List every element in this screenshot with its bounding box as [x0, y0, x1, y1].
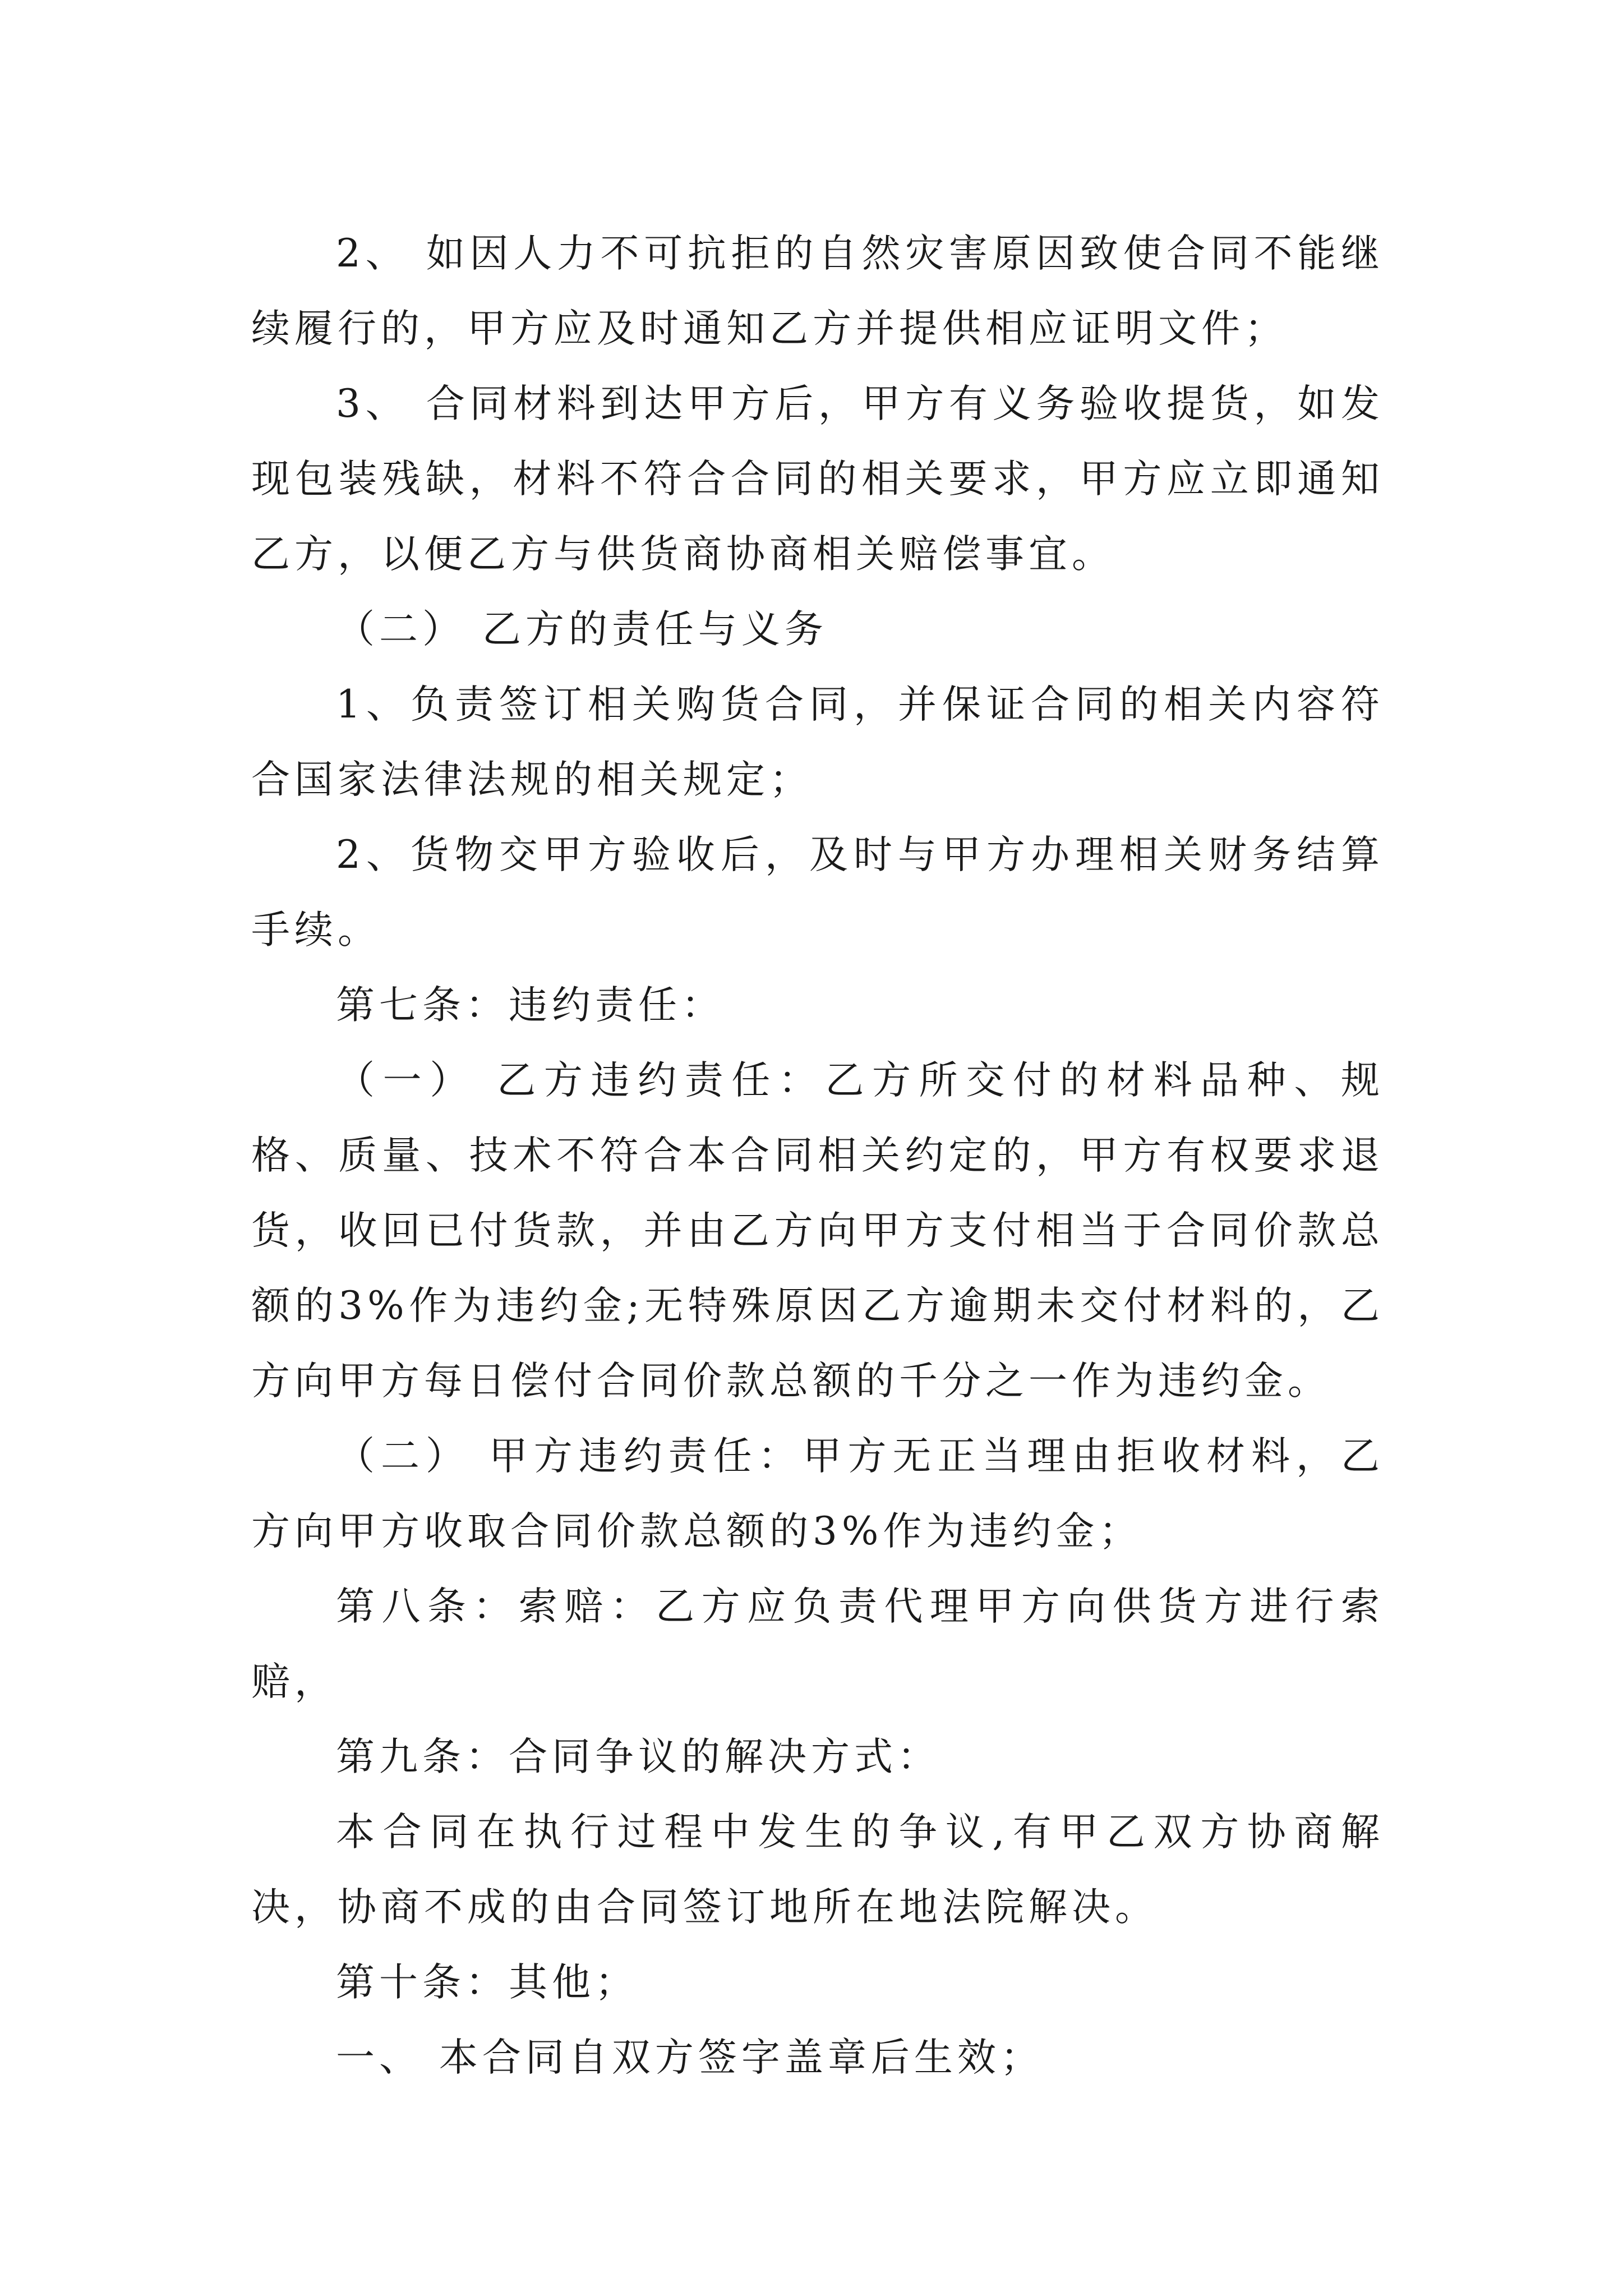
- paragraph-party-b-liability: （一） 乙方违约责任：乙方所交付的材料品种、规格、质量、技术不符合本合同相关约定的，甲方有权要求退货，收回已付货款，并由乙方向甲方支付相当于合同价款总额的3%作为违约金;无特殊原因乙方逾期未交付材料的，乙方向甲方每日偿付合同价款总额的千分之一作为违约金。: [251, 1058, 1384, 1404]
- article-heading-other: 第十条：其他；: [336, 1960, 638, 2005]
- paragraph-effective: 一、 本合同自双方签字盖章后生效；: [336, 2035, 1044, 2080]
- paragraph-purchase-contract: 1、负责签订相关购货合同，并保证合同的相关内容符合国家法律法规的相关规定；: [251, 682, 1384, 802]
- article-heading-disputes: 第九条：合同争议的解决方式：: [336, 1734, 940, 1779]
- article-heading-liability: 第七条：违约责任：: [336, 983, 725, 1028]
- document-body: [251, 216, 1384, 2095]
- paragraph-inspection: 3、 合同材料到达甲方后，甲方有义务验收提货，如发现包装残缺，材料不符合合同的相关要求，甲方应立即通知乙方，以便乙方与供货商协商相关赔偿事宜。: [251, 381, 1384, 577]
- article-claims: 第八条：索赔：乙方应负责代理甲方向供货方进行索赔，: [251, 1584, 1384, 1704]
- paragraph-party-a-liability: （二） 甲方违约责任：甲方无正当理由拒收材料，乙方向甲方收取合同价款总额的3%作为违约金；: [251, 1434, 1384, 1554]
- paragraph-dispute-resolution: 本合同在执行过程中发生的争议,有甲乙双方协商解决，协商不成的由合同签订地所在地法院解决。: [251, 1810, 1384, 1930]
- paragraph-settlement: 2、货物交甲方验收后，及时与甲方办理相关财务结算手续。: [251, 832, 1384, 953]
- paragraph-force-majeure: 2、 如因人力不可抗拒的自然灾害原因致使合同不能继续履行的，甲方应及时通知乙方并提供相应证明文件；: [251, 231, 1384, 351]
- section-heading-party-b-duties: （二） 乙方的责任与义务: [336, 607, 828, 652]
